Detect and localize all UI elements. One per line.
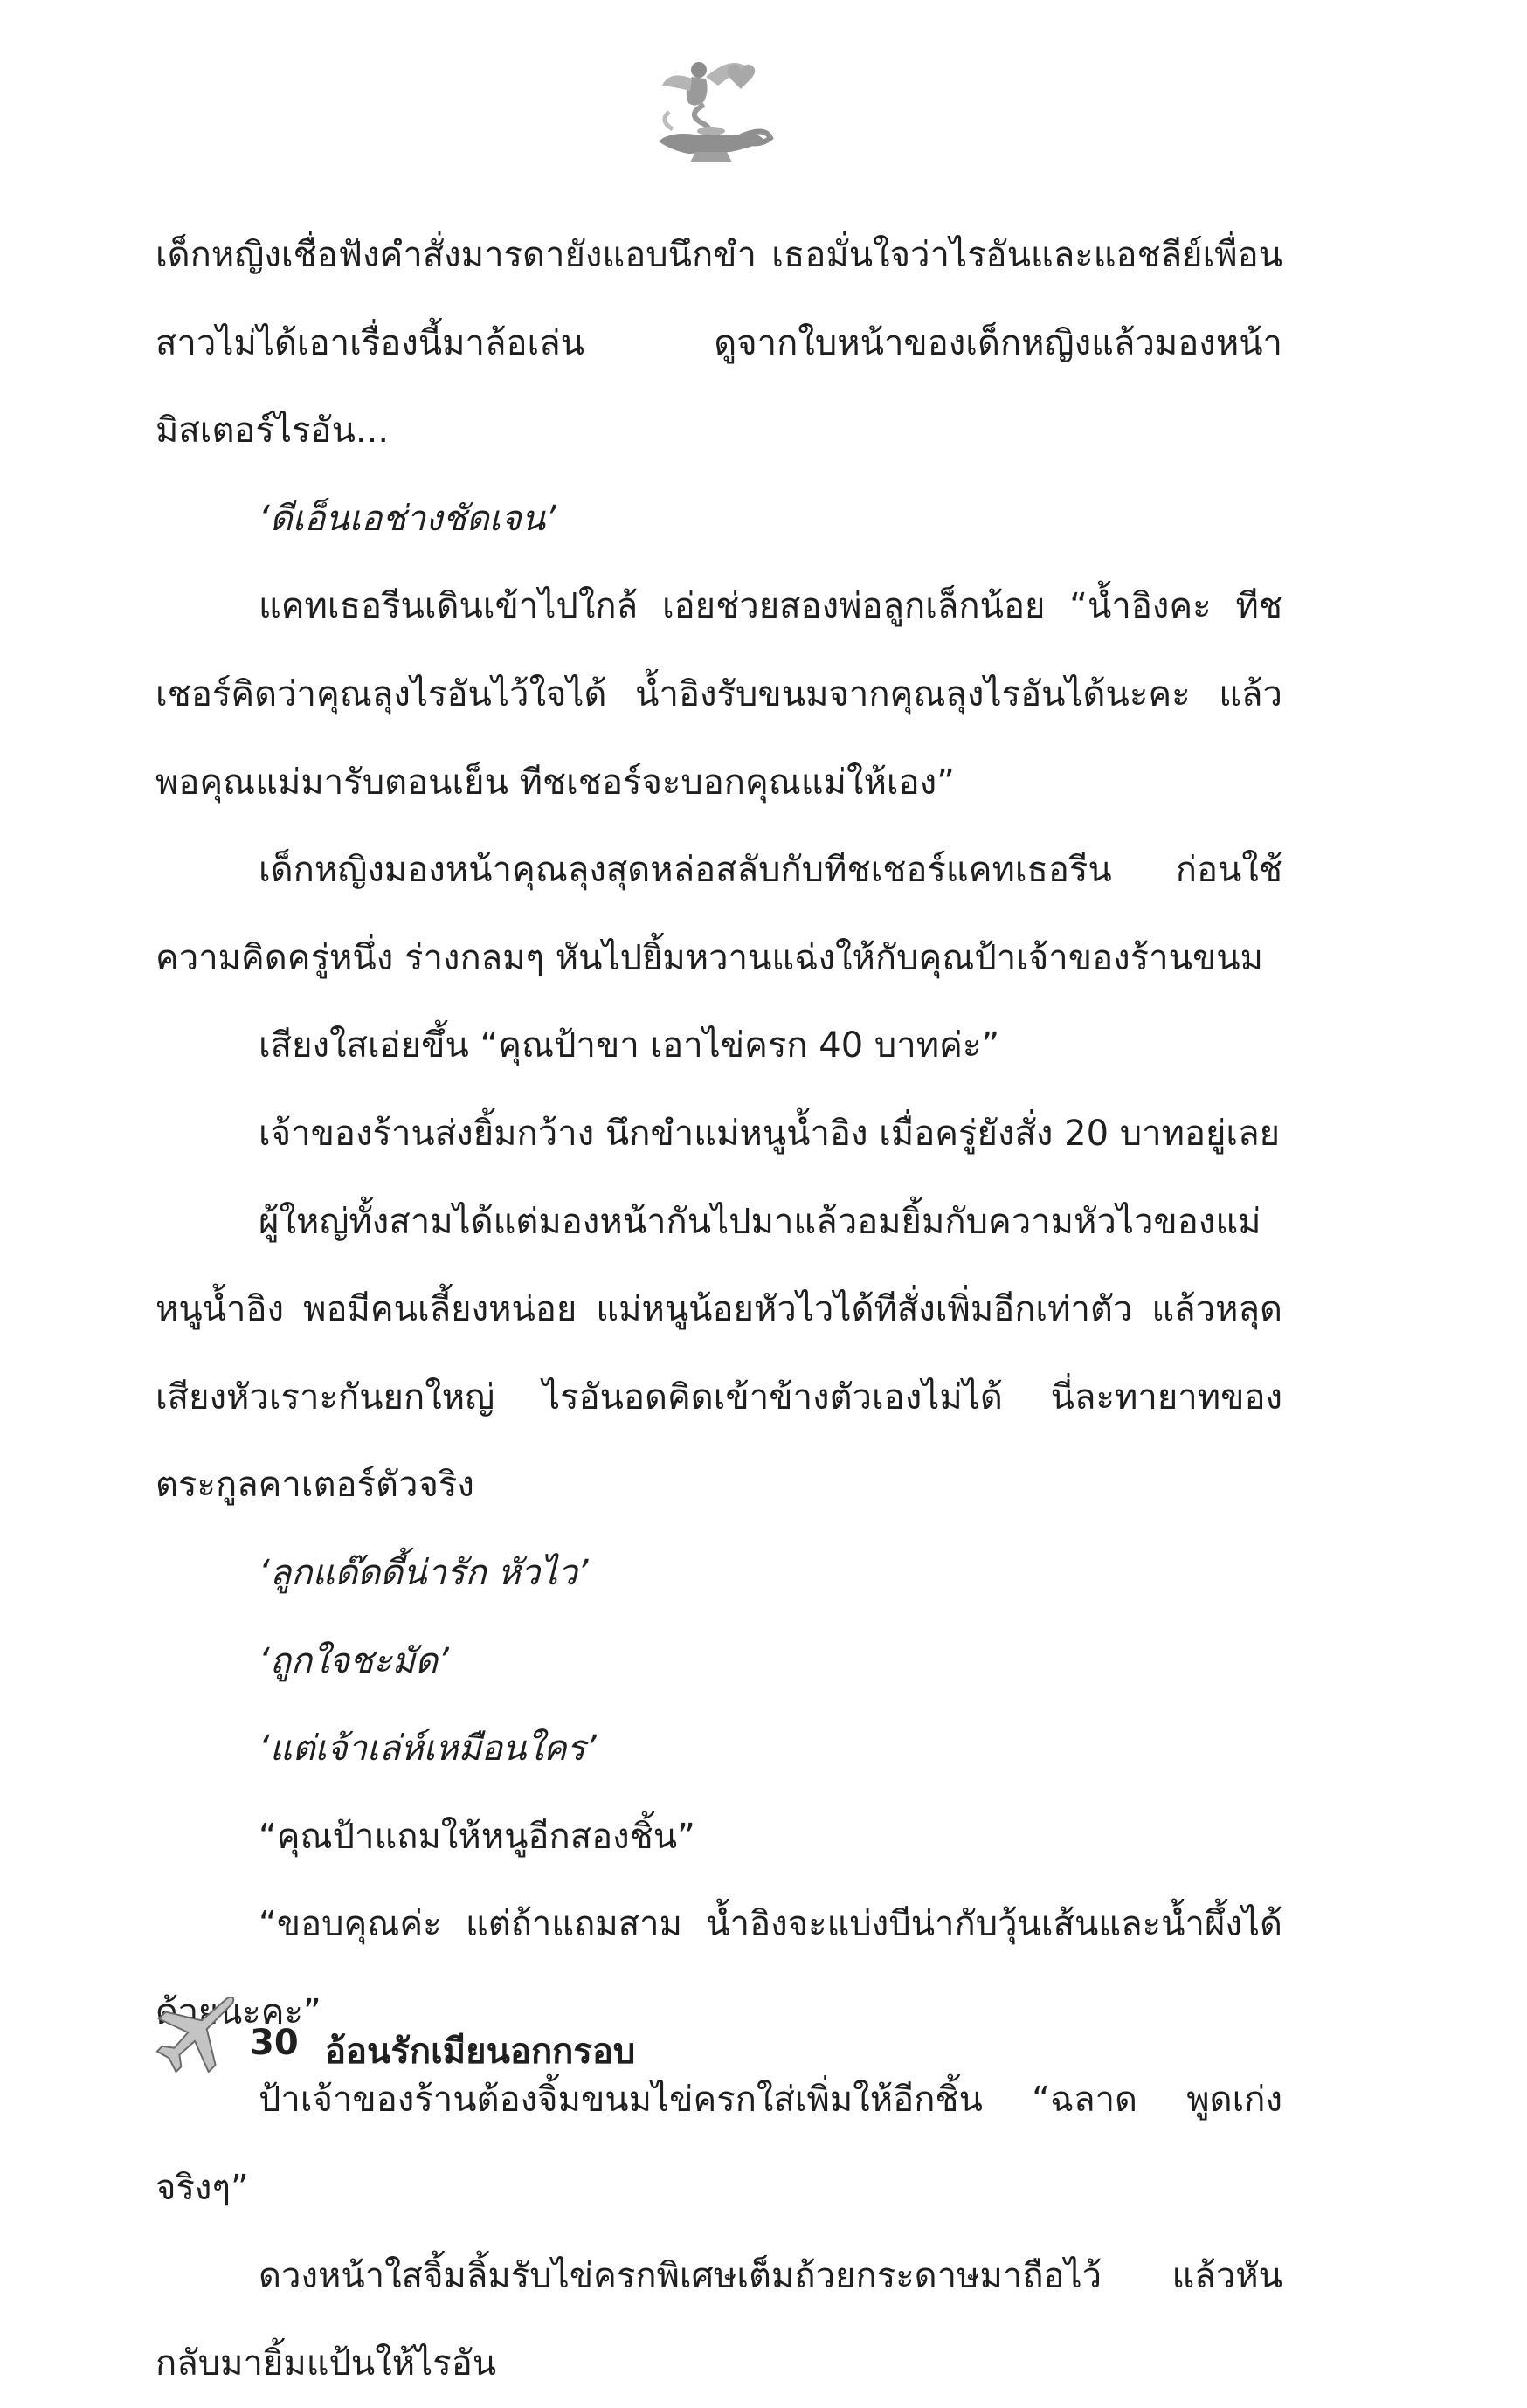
paragraph: ดวงหน้าใสจิ้มลิ้มรับไข่ครกพิเศษเต็มถ้วยกระดาษมาถือไว้ แล้วหันกลับมายิ้มแป้นให้ไรอัน [155, 2255, 1282, 2384]
paragraph: “คุณป้าแถมให้หนูอีกสองชิ้น” [259, 1816, 695, 1857]
paragraph: เด็กหญิงมองหน้าคุณลุงสุดหล่อสลับกับทีชเชอร์แคทเธอรีน ก่อนใช้ความคิดครู่หนึ่ง ร่างกลมๆ หันไปยิ้มหวานแฉ่งให้กับคุณป้าเจ้าของร้านขนม [155, 850, 1282, 978]
paragraph: เจ้าของร้านส่งยิ้มกว้าง นึกขำแม่หนูน้ำอิง เมื่อครู่ยังสั่ง 20 บาทอยู่เลย [259, 1113, 1281, 1154]
airplane-icon [154, 1991, 239, 2077]
paragraph: ‘ถูกใจชะมัด’ [259, 1640, 449, 1681]
magic-lamp-cupid-icon [643, 51, 774, 173]
book-title: อ้อนรักเมียนอกกรอบ [325, 2032, 636, 2072]
page-footer [154, 1991, 940, 2087]
page-number: 30 [250, 2023, 299, 2063]
paragraph: เด็กหญิงเชื่อฟังคำสั่งมารดายังแอบนึกขำ เธอมั่นใจว่าไรอันและแอชลีย์เพื่อนสาวไม่ได้เอาเรื่องนี้มาล้อเล่น ดูจากใบหน้าของเด็กหญิงแล้วมองหน้ามิสเตอร์ไรอัน... [155, 235, 1282, 452]
paragraph: ‘ลูกแด๊ดดี้น่ารัก หัวไว’ [259, 1552, 589, 1593]
paragraph: ผู้ใหญ่ทั้งสามได้แต่มองหน้ากันไปมาแล้วอมยิ้มกับความหัวไวของแม่หนูน้ำอิง พอมีคนเลี้ยงหน่อย แม่หนูน้อยหัวไวได้ทีสั่งเพิ่มอีกเท่าตัว แล้วหลุดเสียงหัวเราะกันยกใหญ่ ไรอันอดคิดเข้าข้างตัวเองไม่ได้ นี่ละทายาทของตระกูลคาเตอร์ตัวจริง [155, 1201, 1282, 1506]
paragraph: “ขอบคุณค่ะ แต่ถ้าแถมสาม น้ำอิงจะแบ่งบีน่ากับวุ้นเส้นและน้ำผึ้งได้ด้วยนะคะ” [155, 1904, 1282, 2032]
paragraph: เสียงใสเอ่ยขึ้น “คุณป้าขา เอาไข่ครก 40 บาทค่ะ” [259, 1025, 1000, 1066]
paragraph: ‘ดีเอ็นเอช่างชัดเจน’ [259, 498, 556, 539]
paragraph: แคทเธอรีนเดินเข้าไปใกล้ เอ่ยช่วยสองพ่อลูกเล็กน้อย “น้ำอิงคะ ทีชเชอร์คิดว่าคุณลุงไรอันไว้ใจได้ น้ำอิงรับขนมจากคุณลุงไรอันได้นะคะ แล้วพอคุณแม่มารับตอนเย็น ทีชเชอร์จะบอกคุณแม่ให้เอง” [155, 586, 1282, 803]
paragraph: ป้าเจ้าของร้านต้องจิ้มขนมไข่ครกใส่เพิ่มให้อีกชิ้น “ฉลาด พูดเก่งจริงๆ” [155, 2080, 1282, 2209]
paragraph: ‘แต่เจ้าเล่ห์เหมือนใคร’ [259, 1728, 597, 1770]
